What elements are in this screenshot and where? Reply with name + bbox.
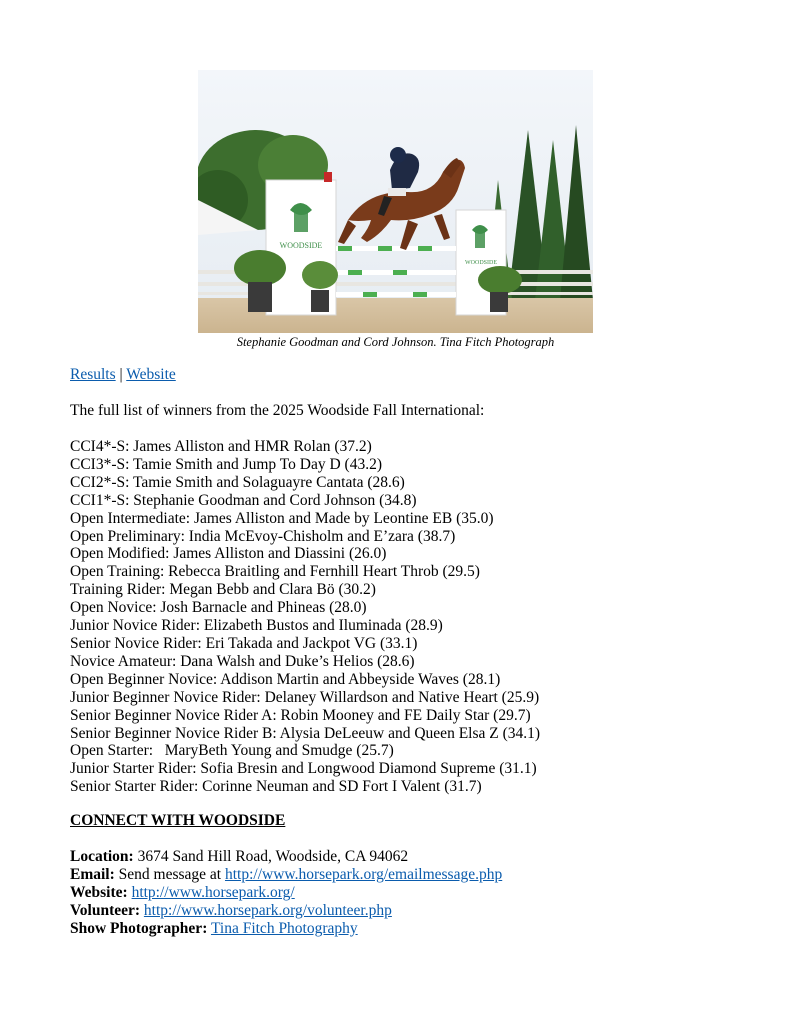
- link-separator: |: [115, 366, 127, 383]
- location-label: Location:: [70, 848, 134, 865]
- contact-info: [70, 848, 502, 938]
- location-line: [70, 848, 502, 866]
- winner-item: Senior Novice Rider: Eri Takada and Jackpot VG (33.1): [70, 634, 418, 652]
- email-text: Send message at: [114, 865, 225, 883]
- website-label: Website:: [70, 883, 128, 901]
- winner-item: Senior Starter Rider: Corinne Neuman and SD Fort I Valent (31.7): [70, 778, 482, 796]
- winners-list: [70, 438, 540, 796]
- standard-logo-text: WOODSIDE: [279, 241, 323, 250]
- winner-item: Junior Beginner Novice Rider: Delaney Willardson and Native Heart (25.9): [70, 688, 540, 706]
- winner-item: CCI1*-S: Stephanie Goodman and Cord Johnson (34.8): [70, 491, 417, 509]
- winner-item: Open Intermediate: James Alliston and Made by Leontine EB (35.0): [70, 509, 494, 527]
- photographer-label: Show Photographer:: [70, 919, 208, 937]
- winner-item: Novice Amateur: Dana Walsh and Duke’s Helios (28.6): [70, 652, 415, 670]
- winner-item: Open Starter: MaryBeth Young and Smudge (25.7): [70, 742, 394, 760]
- email-label: Email:: [70, 865, 115, 883]
- standard-logo-text-right: WOODSIDE: [465, 260, 497, 266]
- winner-item: CCI4*-S: James Alliston and HMR Rolan (37.2): [70, 438, 372, 455]
- location-value: 3674 Sand Hill Road, Woodside, CA 94062: [133, 848, 409, 865]
- winner-item: Open Modified: James Alliston and Diassini (26.0): [70, 545, 387, 563]
- winner-item: Senior Beginner Novice Rider B: Alysia DeLeeuw and Queen Elsa Z (34.1): [70, 724, 541, 742]
- winners-intro: The full list of winners from the 2025 Woodside Fall International:: [70, 402, 485, 419]
- event-photo: [198, 70, 593, 333]
- winner-item: Training Rider: Megan Bebb and Clara Bö (30.2): [70, 581, 376, 599]
- winner-item: Open Beginner Novice: Addison Martin and Abbeyside Waves (28.1): [70, 670, 501, 688]
- website-link[interactable]: Website: [126, 366, 176, 383]
- horsepark-website-link[interactable]: http://www.horsepark.org/: [131, 883, 295, 901]
- winner-item: Open Preliminary: India McEvoy-Chisholm and E’zara (38.7): [70, 527, 456, 545]
- winner-item: Senior Beginner Novice Rider A: Robin Mooney and FE Daily Star (29.7): [70, 706, 531, 724]
- photographer-line: [70, 920, 502, 938]
- email-line: [70, 866, 502, 884]
- winner-item: Open Novice: Josh Barnacle and Phineas (28.0): [70, 599, 367, 617]
- results-website-links: [70, 366, 176, 384]
- email-link[interactable]: http://www.horsepark.org/emailmessage.php: [224, 865, 503, 883]
- volunteer-link[interactable]: http://www.horsepark.org/volunteer.php: [143, 901, 392, 919]
- photographer-link[interactable]: Tina Fitch Photography: [210, 919, 358, 937]
- winner-item: Junior Starter Rider: Sofia Bresin and Longwood Diamond Supreme (31.1): [70, 760, 537, 778]
- connect-heading: CONNECT WITH WOODSIDE: [70, 812, 286, 829]
- website-line: [70, 884, 502, 902]
- winner-item: CCI3*-S: Tamie Smith and Jump To Day D (43.2): [70, 455, 382, 473]
- winner-item: Open Training: Rebecca Braitling and Fernhill Heart Throb (29.5): [70, 563, 480, 581]
- winner-item: Junior Novice Rider: Elizabeth Bustos and Iluminada (28.9): [70, 617, 443, 635]
- results-link[interactable]: Results: [70, 366, 116, 383]
- volunteer-label: Volunteer:: [70, 901, 141, 919]
- horse-jump-illustration: [198, 70, 593, 333]
- photo-caption: Stephanie Goodman and Cord Johnson. Tina Fitch Photograph: [236, 335, 555, 349]
- volunteer-line: [70, 902, 502, 920]
- winner-item: CCI2*-S: Tamie Smith and Solaguayre Cantata (28.6): [70, 473, 405, 491]
